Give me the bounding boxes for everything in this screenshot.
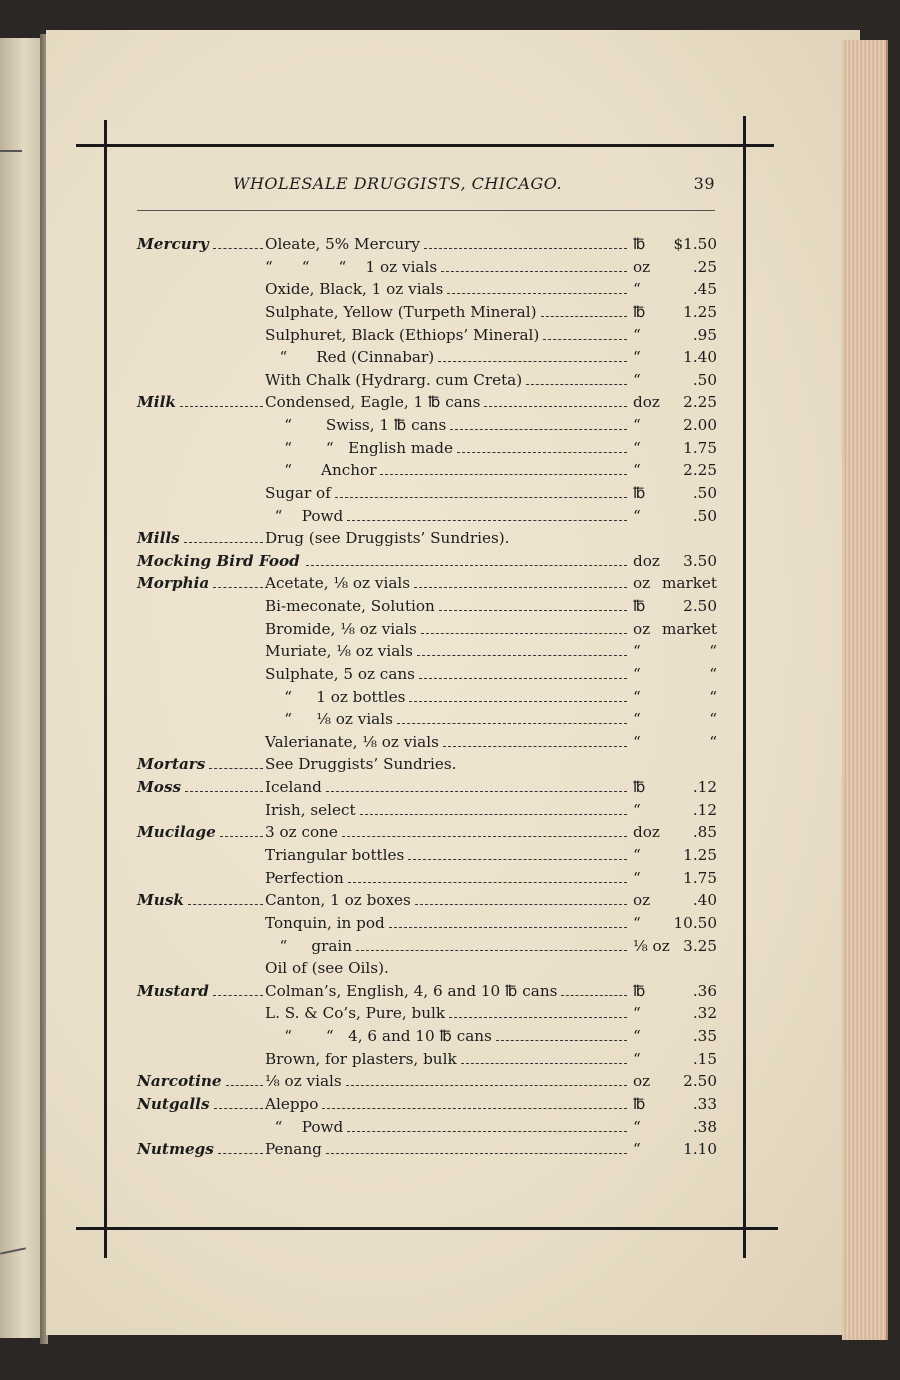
item-unit: “ (633, 1027, 641, 1046)
price-row (137, 753, 717, 776)
dot-leader (188, 904, 263, 905)
item-unit: “ (633, 506, 641, 525)
dot-leader (417, 655, 627, 656)
item-unit: “ (633, 325, 641, 344)
item-description: Oxide, Black, 1 oz vials (265, 280, 444, 299)
item-unit: “ (633, 664, 641, 683)
item-description: Sulphate, 5 oz cans (265, 664, 415, 683)
dot-leader (461, 1063, 627, 1064)
frame-rule-left (104, 120, 107, 1258)
item-description: Penang (265, 1140, 322, 1159)
dot-leader (441, 271, 627, 272)
page-stack-edge (842, 40, 888, 1340)
category-name: Mustard (137, 981, 209, 1000)
item-unit: doz (633, 393, 660, 412)
price-row (137, 324, 717, 347)
item-price: 1.10 (683, 1140, 717, 1159)
dot-leader (356, 950, 627, 951)
dot-leader (438, 361, 627, 362)
item-price: .50 (692, 506, 717, 525)
item-description: Acetate, ⅛ oz vials (265, 574, 411, 593)
item-description: Perfection (265, 868, 344, 887)
item-description: “ Powd (265, 1117, 344, 1136)
item-unit: “ (633, 1140, 641, 1159)
category-name: Mucilage (137, 823, 216, 842)
item-description: Condensed, Eagle, 1 ℔ cans (265, 393, 481, 412)
item-unit: “ (633, 710, 641, 729)
price-row (137, 346, 717, 369)
item-price: 3.50 (683, 551, 717, 570)
page-number: 39 (693, 174, 715, 193)
item-unit: oz (633, 574, 651, 593)
frame-rule-bottom (76, 1227, 778, 1230)
item-price: .12 (692, 778, 717, 797)
dot-leader (414, 587, 627, 588)
price-row (137, 957, 717, 980)
category-name: Mercury (137, 235, 209, 253)
item-unit: “ (633, 913, 641, 932)
item-price: “ (709, 687, 717, 706)
dot-leader (347, 520, 627, 521)
item-unit: ℔ (633, 235, 646, 253)
item-price: 1.75 (683, 868, 717, 887)
dot-leader (457, 452, 627, 453)
item-price: .50 (692, 483, 717, 502)
item-unit: oz (633, 257, 651, 276)
item-price: .40 (692, 891, 717, 910)
price-row (137, 1048, 717, 1071)
item-description: Canton, 1 oz boxes (265, 891, 411, 910)
item-price: .35 (692, 1027, 717, 1046)
item-price: .33 (692, 1094, 717, 1113)
running-head-title: WHOLESALE DRUGGISTS, CHICAGO. (233, 174, 563, 193)
item-description: “ 1 oz bottles (265, 687, 406, 706)
dot-leader (409, 701, 627, 702)
item-description: “ Powd (265, 506, 344, 525)
dot-leader (226, 1085, 263, 1086)
item-unit: “ (633, 732, 641, 751)
dot-leader (408, 859, 627, 860)
dot-leader (447, 293, 627, 294)
price-row (137, 776, 717, 799)
item-description: “ “ “ 1 oz vials (265, 257, 438, 276)
item-price: 3.25 (683, 936, 717, 955)
item-price: 2.50 (683, 1072, 717, 1091)
category-name: Musk (137, 891, 184, 910)
price-row (137, 1070, 717, 1093)
item-description: Valerianate, ⅛ oz vials (265, 732, 439, 751)
item-description: Sulphate, Yellow (Turpeth Mineral) (265, 302, 537, 321)
price-row (137, 595, 717, 618)
price-row (137, 844, 717, 867)
item-unit: ℔ (633, 778, 646, 797)
dot-leader (184, 542, 263, 543)
item-description: Brown, for plasters, bulk (265, 1049, 457, 1068)
item-price: 2.00 (683, 416, 717, 435)
item-description: Irish, select (265, 800, 356, 819)
dot-leader (543, 339, 627, 340)
category-name: Nutmegs (137, 1140, 214, 1159)
item-price: “ (709, 664, 717, 683)
dot-leader (380, 474, 627, 475)
dot-leader (421, 633, 627, 634)
dot-leader (213, 587, 263, 588)
price-row (137, 640, 717, 663)
item-unit: ℔ (633, 597, 646, 616)
dot-leader (348, 882, 627, 883)
item-description: “ Swiss, 1 ℔ cans (265, 416, 447, 435)
dot-leader (415, 904, 627, 905)
item-unit: “ (633, 370, 641, 389)
item-price: “ (709, 732, 717, 751)
dot-leader (526, 384, 627, 385)
price-row (137, 1002, 717, 1025)
header-rule (137, 210, 715, 211)
item-unit: “ (633, 1004, 641, 1023)
price-row (137, 369, 717, 392)
item-price: 1.25 (683, 846, 717, 864)
price-row (137, 1138, 717, 1161)
dot-leader (484, 406, 627, 407)
item-description: “ “ 4, 6 and 10 ℔ cans (265, 1027, 492, 1046)
item-price: 2.25 (683, 393, 717, 412)
price-row (137, 799, 717, 822)
price-row (137, 912, 717, 935)
item-unit: “ (633, 280, 641, 299)
dot-leader (541, 316, 627, 317)
category-name: Mills (137, 529, 180, 548)
item-price: .25 (692, 257, 717, 276)
price-row (137, 731, 717, 754)
category-name: Narcotine (137, 1072, 222, 1091)
item-price: 1.40 (683, 348, 717, 367)
item-unit: “ (633, 416, 641, 435)
item-description: “ “ English made (265, 438, 453, 457)
item-description: With Chalk (Hydrarg. cum Creta) (265, 370, 523, 389)
dot-leader (360, 814, 627, 815)
item-price: .95 (692, 325, 717, 344)
item-price: .85 (692, 823, 717, 842)
price-row (137, 572, 717, 595)
price-row (137, 437, 717, 460)
item-unit: “ (633, 1117, 641, 1136)
item-unit: ℔ (633, 302, 646, 321)
frame-rule-right (743, 116, 746, 1258)
price-row (137, 618, 717, 641)
item-unit: doz (633, 551, 660, 570)
facing-page-edge (0, 38, 40, 1338)
item-unit: oz (633, 891, 651, 910)
dot-leader (209, 768, 263, 769)
item-unit: doz (633, 823, 660, 842)
dot-leader (424, 248, 627, 249)
dot-leader (346, 1085, 627, 1086)
item-price: 2.50 (683, 597, 717, 616)
item-price: 1.25 (683, 302, 717, 321)
running-head (137, 174, 715, 200)
item-price: .32 (692, 1004, 717, 1023)
item-unit: “ (633, 800, 641, 819)
item-unit: ℔ (633, 483, 646, 502)
dot-leader (439, 610, 627, 611)
item-unit: “ (633, 438, 641, 457)
item-description: “ Red (Cinnabar) (265, 348, 435, 367)
price-row (137, 256, 717, 279)
price-row (137, 980, 717, 1003)
category-name: Moss (137, 778, 182, 797)
dot-leader (443, 746, 627, 747)
dot-leader (419, 678, 627, 679)
item-description: See Druggists’ Sundries. (265, 755, 457, 774)
dot-leader (326, 1153, 627, 1154)
price-row (137, 505, 717, 528)
item-description: Oleate, 5% Mercury (265, 235, 420, 253)
item-unit: ℔ (633, 1094, 646, 1113)
price-row (137, 1116, 717, 1139)
category-name: Nutgalls (137, 1094, 210, 1113)
dot-leader (214, 1108, 264, 1109)
item-description: Oil of (see Oils). (265, 959, 389, 978)
price-row (137, 278, 717, 301)
dot-leader (347, 1131, 627, 1132)
price-row (137, 301, 717, 324)
price-row (137, 482, 717, 505)
item-price: .38 (692, 1117, 717, 1136)
item-price: market (661, 619, 717, 638)
price-row (137, 459, 717, 482)
dot-leader (213, 248, 263, 249)
item-price: 2.25 (683, 461, 717, 480)
item-description: Muriate, ⅛ oz vials (265, 642, 413, 661)
item-price: .50 (692, 370, 717, 389)
dot-leader (213, 995, 263, 996)
dot-leader (397, 723, 627, 724)
price-row (137, 550, 717, 573)
price-row (137, 391, 717, 414)
item-unit: “ (633, 687, 641, 706)
dot-leader (326, 791, 627, 792)
dot-leader (450, 429, 627, 430)
category-name: Mortars (137, 755, 206, 774)
item-description: 3 oz cone (265, 823, 338, 842)
item-price: “ (709, 642, 717, 661)
item-description: Triangular bottles (265, 846, 405, 864)
item-price: 1.75 (683, 438, 717, 457)
dot-leader (306, 565, 627, 566)
item-unit: “ (633, 1049, 641, 1068)
item-unit: “ (633, 348, 641, 367)
facing-page-rule (0, 150, 22, 152)
item-description: Bi-meconate, Solution (265, 597, 435, 616)
dot-leader (342, 836, 627, 837)
item-description: L. S. & Co’s, Pure, bulk (265, 1004, 446, 1023)
item-description: Drug (see Druggists’ Sundries). (265, 529, 510, 548)
item-unit: “ (633, 642, 641, 661)
item-price: .15 (692, 1049, 717, 1068)
dot-leader (185, 791, 263, 792)
item-description: ⅛ oz vials (265, 1072, 342, 1091)
price-row (137, 414, 717, 437)
item-price: market (661, 574, 717, 593)
price-row (137, 708, 717, 731)
item-price: .45 (692, 280, 717, 299)
dot-leader (220, 836, 263, 837)
dot-leader (561, 995, 627, 996)
dot-leader (322, 1108, 627, 1109)
item-price: .36 (692, 981, 717, 1000)
dot-leader (180, 406, 263, 407)
item-description: Sugar of (265, 483, 331, 502)
frame-rule-top (76, 144, 774, 147)
item-description: “ Anchor (265, 461, 377, 480)
dot-leader (449, 1017, 627, 1018)
price-row (137, 233, 717, 256)
price-row (137, 527, 717, 550)
item-price: 10.50 (673, 913, 717, 932)
category-name: Milk (137, 393, 176, 412)
item-unit: “ (633, 461, 641, 480)
item-description: “ ⅛ oz vials (265, 710, 393, 729)
item-unit: “ (633, 846, 641, 864)
dot-leader (218, 1153, 263, 1154)
dot-leader (389, 927, 627, 928)
item-description: “ grain (265, 936, 353, 955)
item-price: “ (709, 710, 717, 729)
category-name: Morphia (137, 574, 210, 593)
price-row (137, 663, 717, 686)
price-row (137, 1025, 717, 1048)
item-description: Colman’s, English, 4, 6 and 10 ℔ cans (265, 981, 558, 1000)
dot-leader (496, 1040, 627, 1041)
item-description: Bromide, ⅛ oz vials (265, 619, 417, 638)
item-description: Tonquin, in pod (265, 913, 385, 932)
item-description: Iceland (265, 778, 322, 797)
price-row (137, 867, 717, 890)
item-description: Aleppo (265, 1094, 319, 1113)
item-price: .12 (692, 800, 717, 819)
item-unit: oz (633, 1072, 651, 1091)
item-unit: “ (633, 868, 641, 887)
item-price: $1.50 (673, 235, 717, 253)
price-row (137, 935, 717, 958)
price-row (137, 821, 717, 844)
item-unit: ℔ (633, 981, 646, 1000)
price-row (137, 889, 717, 912)
category-name: Mocking Bird Food (137, 551, 300, 570)
price-row (137, 1093, 717, 1116)
item-unit: oz (633, 619, 651, 638)
dot-leader (335, 497, 627, 498)
item-unit: ⅛ oz (633, 936, 670, 955)
item-description: Sulphuret, Black (Ethiops’ Mineral) (265, 325, 540, 344)
price-row (137, 686, 717, 709)
